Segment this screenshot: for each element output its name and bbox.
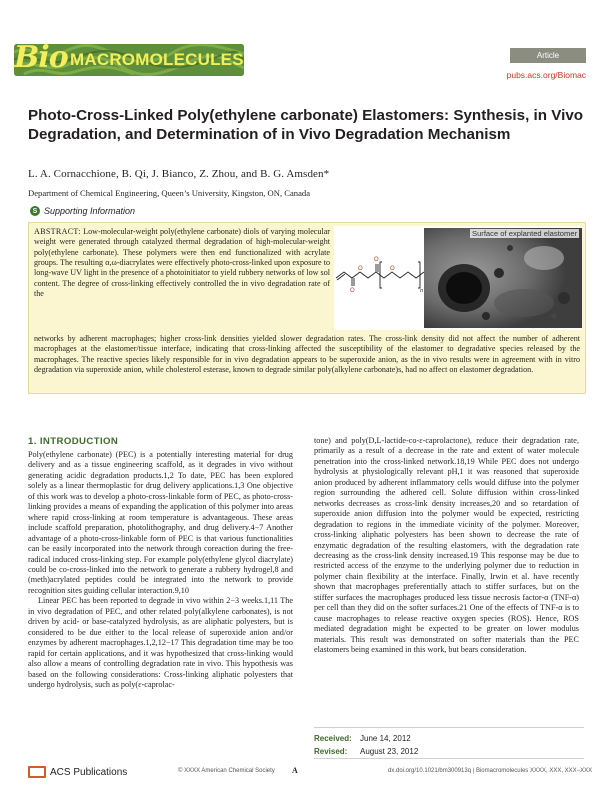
article-type-badge: Article xyxy=(510,48,586,63)
acs-label: ACS Publications xyxy=(50,766,128,778)
abstract-part2: networks by adherent macrophages; higher cross-link densities yielded slower degradation rates. The cross-link density did not affect the number of adherent macrophages at the elastomer/tissue interface, indicating that cross-linking affected the susceptibility of the elastomer to degradative species released by the macrophages. The reactive species likely responsible for in vivo degradation appears to be superoxide anion, as the in vivo results were in agreement with in vitro degradation via superoxide anion, while cholesterol esterase, known to degrade similar poly(alkylene carbonate)s, had no affect on elastomer degradation. xyxy=(34,334,580,375)
intro-paragraph-3: tone) and poly(D,L-lactide-co-ε-caprolactone), reduce their degradation rate, primarily as a result of a decrease in the rate and extent of water molecule penetration into the cross-linked network.18,19 While PEC does not undergo hydrolysis at physiologically relevant pH,1 it was reasoned that superoxide anion produced by adherent inflammatory cells would diffuse into the polymer region surrounding the adhered cell. Solute diffusion within cross-linked networks decreases as cross-link density increases,20 and so retardation of superoxide anion diffusion into the polymer would be expected, restricting degradation to regions in the immediate vicinity of the polymer. Moreover, cross-linking aliphatic polyesters has been shown to decrease the rate of enzymatic degradation of the resulting elastomers, with the degradation rate decreasing as the cross-link density increased.19 This response may be due to restricted access of the enzyme to the underlying polymer due to reduction in polymer chain flexibility at the interface. Finally, Irwin et al. have recently shown that macrophages preferentially attach to stiffer surfaces, but on the stiffer surfaces the macrophages produced less tissue necrosis factor-α (TNF-α) per cell than they did on the softer surfaces.21 One of the effects of TNF-α is to cause macrophages to release reactive oxygen species (ROS). Hence, ROS mediated degradation might be expected to be greater on lower modulus materials. This result was demonstrated on softer materials than the PEC elastomers being examined in this work, but bears consideration. xyxy=(314,436,579,655)
author-list: L. A. Cornacchione, B. Qi, J. Bianco, Z. Zhou, and B. G. Amsden* xyxy=(28,168,330,180)
received-label: Received: xyxy=(314,734,352,743)
affiliation: Department of Chemical Engineering, Queen’s University, Kingston, ON, Canada xyxy=(28,188,311,198)
abstract-text-part1 xyxy=(34,227,330,299)
doi-citation[interactable]: dx.doi.org/10.1021/bm300913q | Biomacromolecules XXXX, XXX, XXX−XXX xyxy=(388,768,593,774)
section-heading-introduction: 1. INTRODUCTION xyxy=(28,436,119,447)
received-date: June 14, 2012 xyxy=(360,734,411,743)
svg-text:O: O xyxy=(390,266,395,272)
dates-divider-bottom xyxy=(314,758,584,759)
abstract-label: ABSTRACT: xyxy=(34,227,81,236)
revised-label: Revised: xyxy=(314,747,348,756)
svg-text:O: O xyxy=(374,257,379,263)
abstract-part1: Low-molecular-weight poly(ethylene carbonate) diols of varying molecular weight were generated through catalyzed thermal degradation of high-molecular-weight poly(ethylene carbonate). These polymers were then end functionalized with acrylate groups. The resulting α,ω-diacrylates were effectively photo-cross-linked upon exposure to long-wave UV light in the presence of a photoinitiator to yield rubbery networks of low sol content. The degree of cross-linking effectively controlled the in vivo degradation rate of the xyxy=(34,227,330,299)
supporting-info-icon: S xyxy=(30,206,40,216)
acs-publications-logo xyxy=(28,766,127,778)
revised-date: August 23, 2012 xyxy=(360,747,419,756)
toc-caption: Surface of explanted elastomer xyxy=(472,229,578,238)
logo-bio: Bio xyxy=(14,40,68,75)
acs-hexagon-icon xyxy=(28,766,46,778)
intro-paragraph-1: Poly(ethylene carbonate) (PEC) is a potentially interesting material for drug delivery and as a tissue engineering scaffold, as it degrades in vivo without generating acidic degradation products.1,2 To date, PEC has been explored solely as a linear thermoplastic for drug delivery applications.1,3 One objective of this work was to develop a photo-cross-linkable form of PEC, as photo-cross-linking provides a means of expanding the application of this polymer into areas where rapid cross-linking at room temperature is advantageous. These areas include scaffold preparation, photolithography, and drug delivery.4−7 Another advantage of a photo-cross-linkable form of PEC is that various functionalities can be easily incorporated into the network through coreaction during the free-radical induced cross-linking step. For example poly(ethylene glycol diacrylate) could be co-cross-linked into the network to generate a rubbery hydrogel,8 and (meth)acrylated peptides could be integrated into the network to provide recognition sites guiding cellular interaction.9,10 xyxy=(28,450,293,595)
sem-micrograph xyxy=(424,228,582,328)
article-title: Photo-Cross-Linked Poly(ethylene carbonate) Elastomers: Synthesis, in Vivo Degradation, and Determination of in Vivo Degradation Mechanism xyxy=(28,107,584,143)
dates-divider-top xyxy=(314,727,584,728)
copyright: © XXXX American Chemical Society xyxy=(178,768,275,774)
right-column xyxy=(314,436,579,656)
svg-text:O: O xyxy=(358,266,363,272)
article-dates xyxy=(314,732,418,758)
page-number: A xyxy=(292,766,298,775)
structure-diagram xyxy=(334,226,426,330)
repeat-n-label: n xyxy=(420,288,423,294)
supporting-information-link[interactable] xyxy=(30,206,135,216)
intro-paragraph-2: Linear PEC has been reported to degrade in vivo within 2−3 weeks.1,11 The in vivo degradation of PEC, and other related poly(alkylene carbonates), is not driven by acid- or base-catalyzed hydrolysis, as are aliphatic polyesters, but is considered to be due either to the local release of superoxide anion and/or enzymes by adherent macrophages.1,2,12−17 This degradation time may be too rapid for certain applications, and it was hypothesized that cross-linking would also allow a means of controlling degradation rate in vivo. This hypothesis was based on the following considerations: Cross-linking aliphatic polyesters that undergo hydrolysis, such as poly(ε-caprolac- xyxy=(28,596,293,689)
svg-text:O: O xyxy=(350,288,355,294)
logo-macromolecules: MACROMOLECULES xyxy=(70,50,244,69)
supporting-info-label: Supporting Information xyxy=(44,206,136,216)
journal-url-link[interactable]: pubs.acs.org/Biomac xyxy=(506,70,586,80)
left-column xyxy=(28,450,293,690)
